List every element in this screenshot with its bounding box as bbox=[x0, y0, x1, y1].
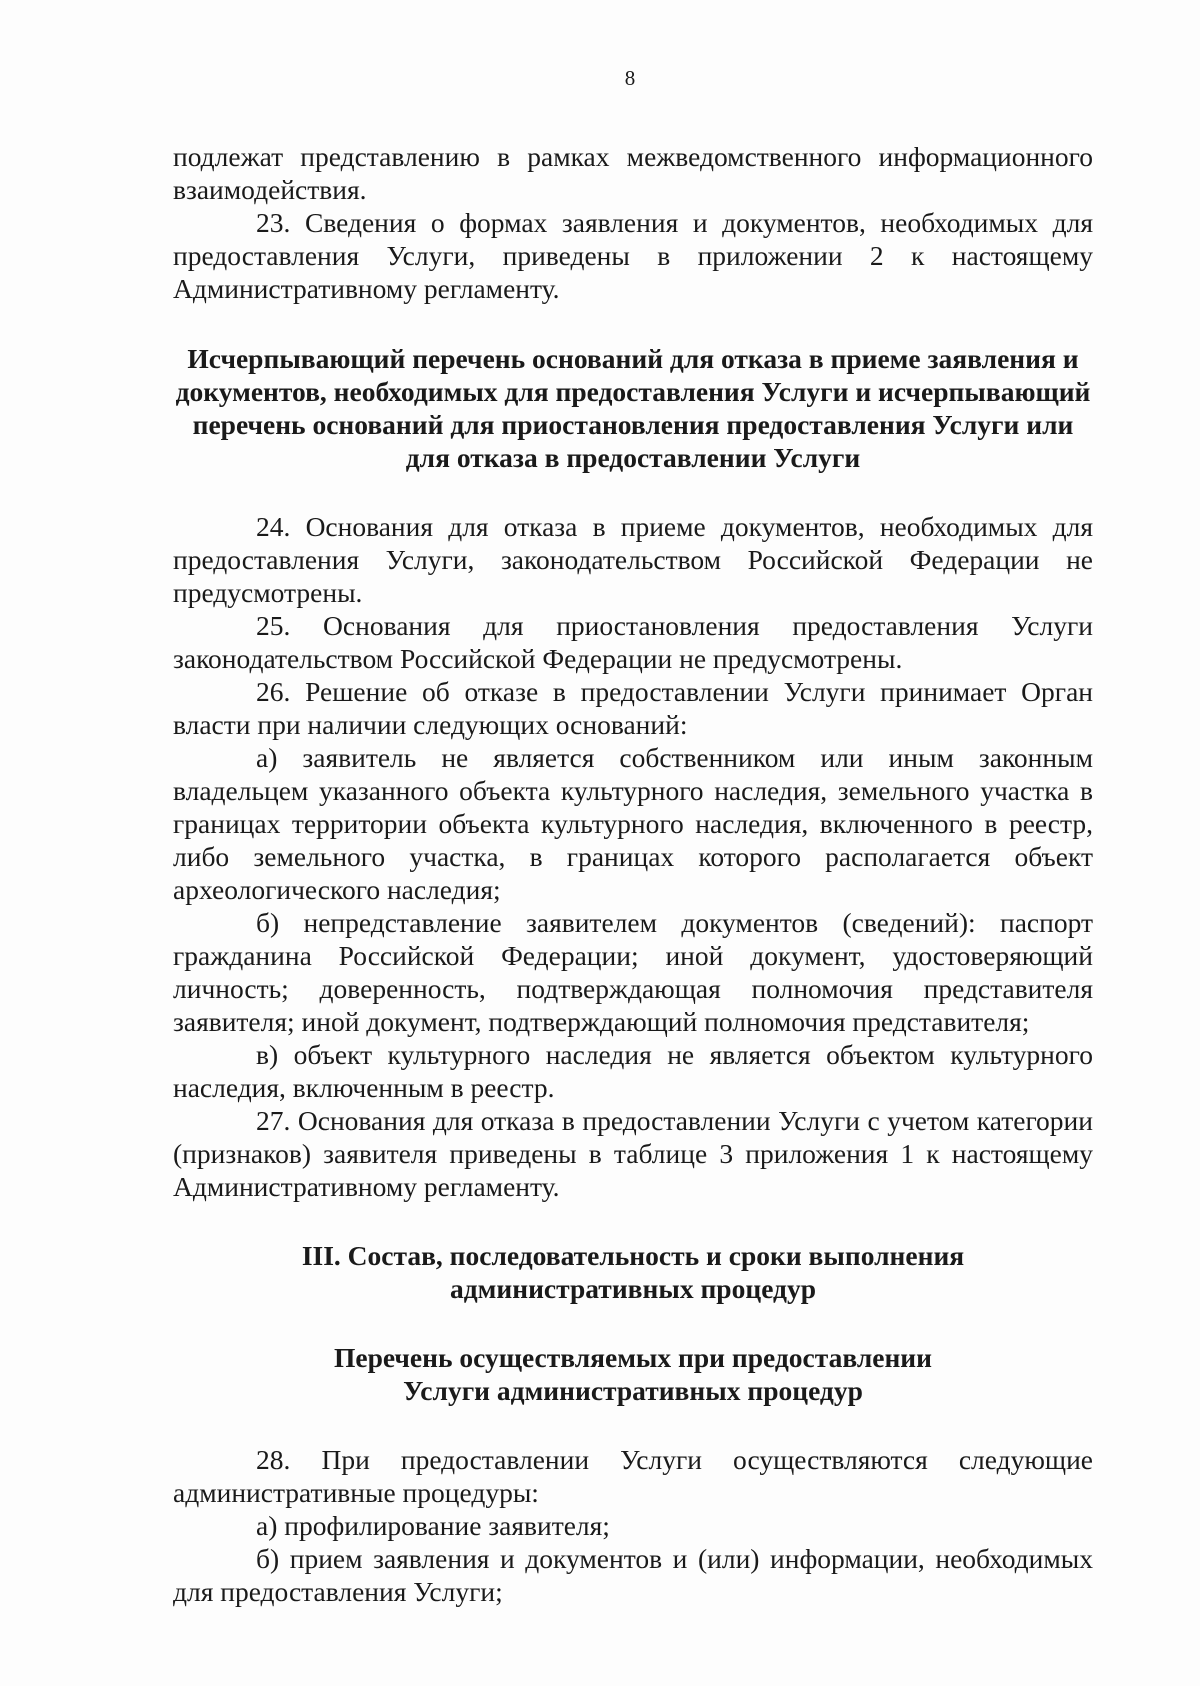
heading-section-3: III. Состав, последовательность и сроки выполнения административных процедур bbox=[301, 1240, 965, 1304]
paragraph-28-a: а) профилирование заявителя; bbox=[256, 1510, 610, 1541]
paragraph-28: 28. При предоставлении Услуги осуществляются следующие административные процедуры: bbox=[173, 1444, 1093, 1508]
heading-refusal-grounds: Исчерпывающий перечень оснований для отказа в приеме заявления и документов, необходимых для предоставления Услуги и исчерпывающий перечень оснований для приостановления предоставления Услуги или для отказа в предоставлении Услуги bbox=[175, 343, 1091, 473]
paragraph-23: 23. Сведения о формах заявления и документов, необходимых для предоставления Услуги, приведены в приложении 2 к настоящему Административному регламенту. bbox=[173, 207, 1093, 304]
paragraph-27: 27. Основания для отказа в предоставлении Услуги с учетом категории (признаков) заявителя приведены в таблице 3 приложения 1 к настоящему Административному регламенту. bbox=[173, 1105, 1093, 1202]
page-number: 8 bbox=[624, 66, 636, 90]
paragraph-continued: подлежат представлению в рамках межведомственного информационного взаимодействия. bbox=[173, 141, 1093, 205]
paragraph-26-a: а) заявитель не является собственником или иным законным владельцем указанного объекта культурного наследия, земельного участка в границах территории объекта культурного наследия, включенного в реестр, либо земельного участка, в границах которого располагается объект археологического наследия; bbox=[173, 742, 1093, 905]
paragraph-26-v: в) объект культурного наследия не является объектом культурного наследия, включенным в реестр. bbox=[173, 1039, 1093, 1103]
paragraph-26-b: б) непредставление заявителем документов (сведений): паспорт гражданина Российской Федерации; иной документ, удостоверяющий личность; доверенность, подтверждающая полномочия представителя заявителя; иной документ, подтверждающий полномочия представителя; bbox=[173, 907, 1093, 1037]
paragraph-26: 26. Решение об отказе в предоставлении Услуги принимает Орган власти при наличии следующих оснований: bbox=[173, 676, 1093, 740]
paragraph-25: 25. Основания для приостановления предоставления Услуги законодательством Российской Федерации не предусмотрены. bbox=[173, 610, 1093, 674]
document-body bbox=[173, 140, 1093, 1608]
heading-procedures-list: Перечень осуществляемых при предоставлении Услуги административных процедур bbox=[334, 1342, 932, 1406]
paragraph-24: 24. Основания для отказа в приеме документов, необходимых для предоставления Услуги, законодательством Российской Федерации не предусмотрены. bbox=[173, 511, 1093, 608]
paragraph-28-b: б) прием заявления и документов и (или) информации, необходимых для предоставления Услуги; bbox=[173, 1543, 1093, 1607]
